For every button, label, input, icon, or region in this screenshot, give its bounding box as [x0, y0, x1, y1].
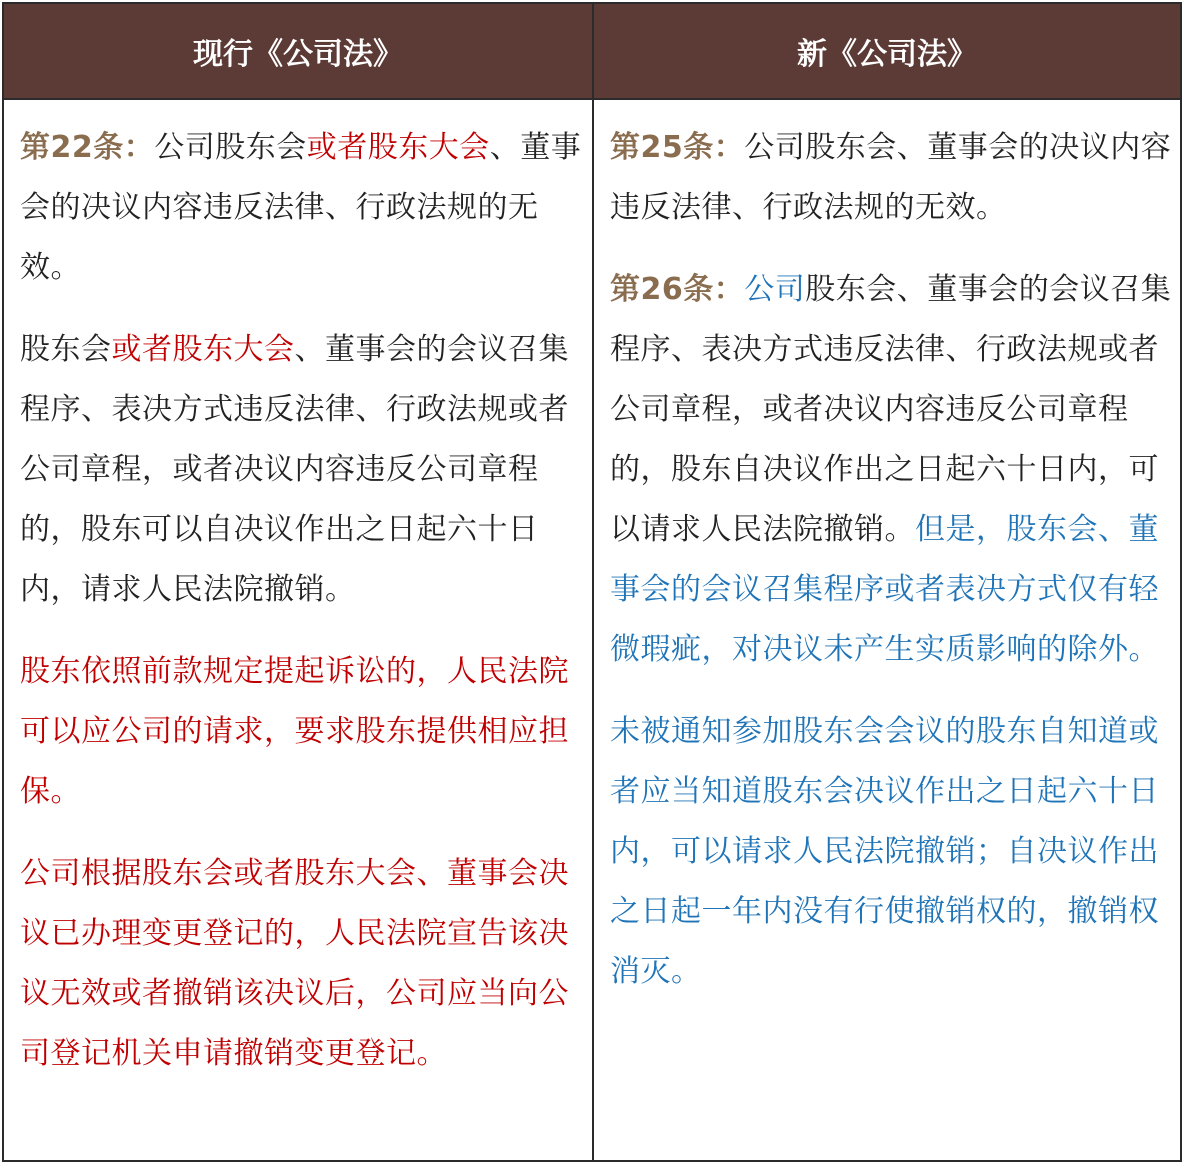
old-p1-text-2: 、董事会的决议内容违反法律、行政法规的无效。	[20, 130, 582, 285]
old-p2-removed-text: 或者股东大会	[111, 332, 295, 367]
comparison-table	[2, 2, 1182, 1162]
new-article-25-text: 公司股东会、董事会的决议内容违反法律、行政法规的无效。	[610, 130, 1172, 225]
new-article-26-para-2: 未被通知参加股东会会议的股东自知道或者应当知道股东会决议作出之日起六十日内，可以请求人民法院撤销；自决议作出之日起一年内没有行使撤销权的，撤销权消灭。	[610, 714, 1159, 989]
old-article-label: 第22条：	[20, 130, 155, 165]
new-article-26-para-1	[610, 260, 1176, 680]
header-old-law: 现行《公司法》	[4, 4, 594, 100]
new-law-column	[594, 100, 1180, 1160]
old-article-22-para-3: 股东依照前款规定提起诉讼的，人民法院可以应公司的请求，要求股东提供相应担保。	[20, 654, 569, 809]
new-p2-added-text-2: 但是，股东会、董事会的会议召集程序或者表决方式仅有轻微瑕疵，对决议未产生实质影响的除外。	[610, 512, 1159, 667]
old-article-22-para-1	[20, 118, 586, 298]
old-p1-removed-text: 或者股东大会	[306, 130, 490, 165]
new-p2-text: 股东会、董事会的会议召集程序、表决方式违反法律、行政法规或者公司章程，或者决议内容违反公司章程的，股东自决议作出之日起六十日内，可以请求人民法院撤销。	[610, 272, 1172, 547]
new-article-25	[610, 118, 1176, 238]
old-p2-text-2: 、董事会的会议召集程序、表决方式违反法律、行政法规或者公司章程，或者决议内容违反公司章程的，股东可以自决议作出之日起六十日内，请求人民法院撤销。	[20, 332, 569, 607]
old-p2-text-1: 股东会	[20, 332, 112, 367]
header-new-law: 新《公司法》	[594, 4, 1180, 100]
old-article-22-para-2	[20, 320, 586, 620]
new-article-26-label: 第26条：	[610, 272, 745, 307]
old-p1-text-1: 公司股东会	[154, 130, 307, 165]
new-p2-added-text-1: 公司	[744, 272, 806, 307]
new-article-25-label: 第25条：	[610, 130, 745, 165]
old-article-22-para-4: 公司根据股东会或者股东大会、董事会决议已办理变更登记的，人民法院宣告该决议无效或者撤销该决议后，公司应当向公司登记机关申请撤销变更登记。	[20, 856, 569, 1071]
old-law-column	[4, 100, 594, 1160]
